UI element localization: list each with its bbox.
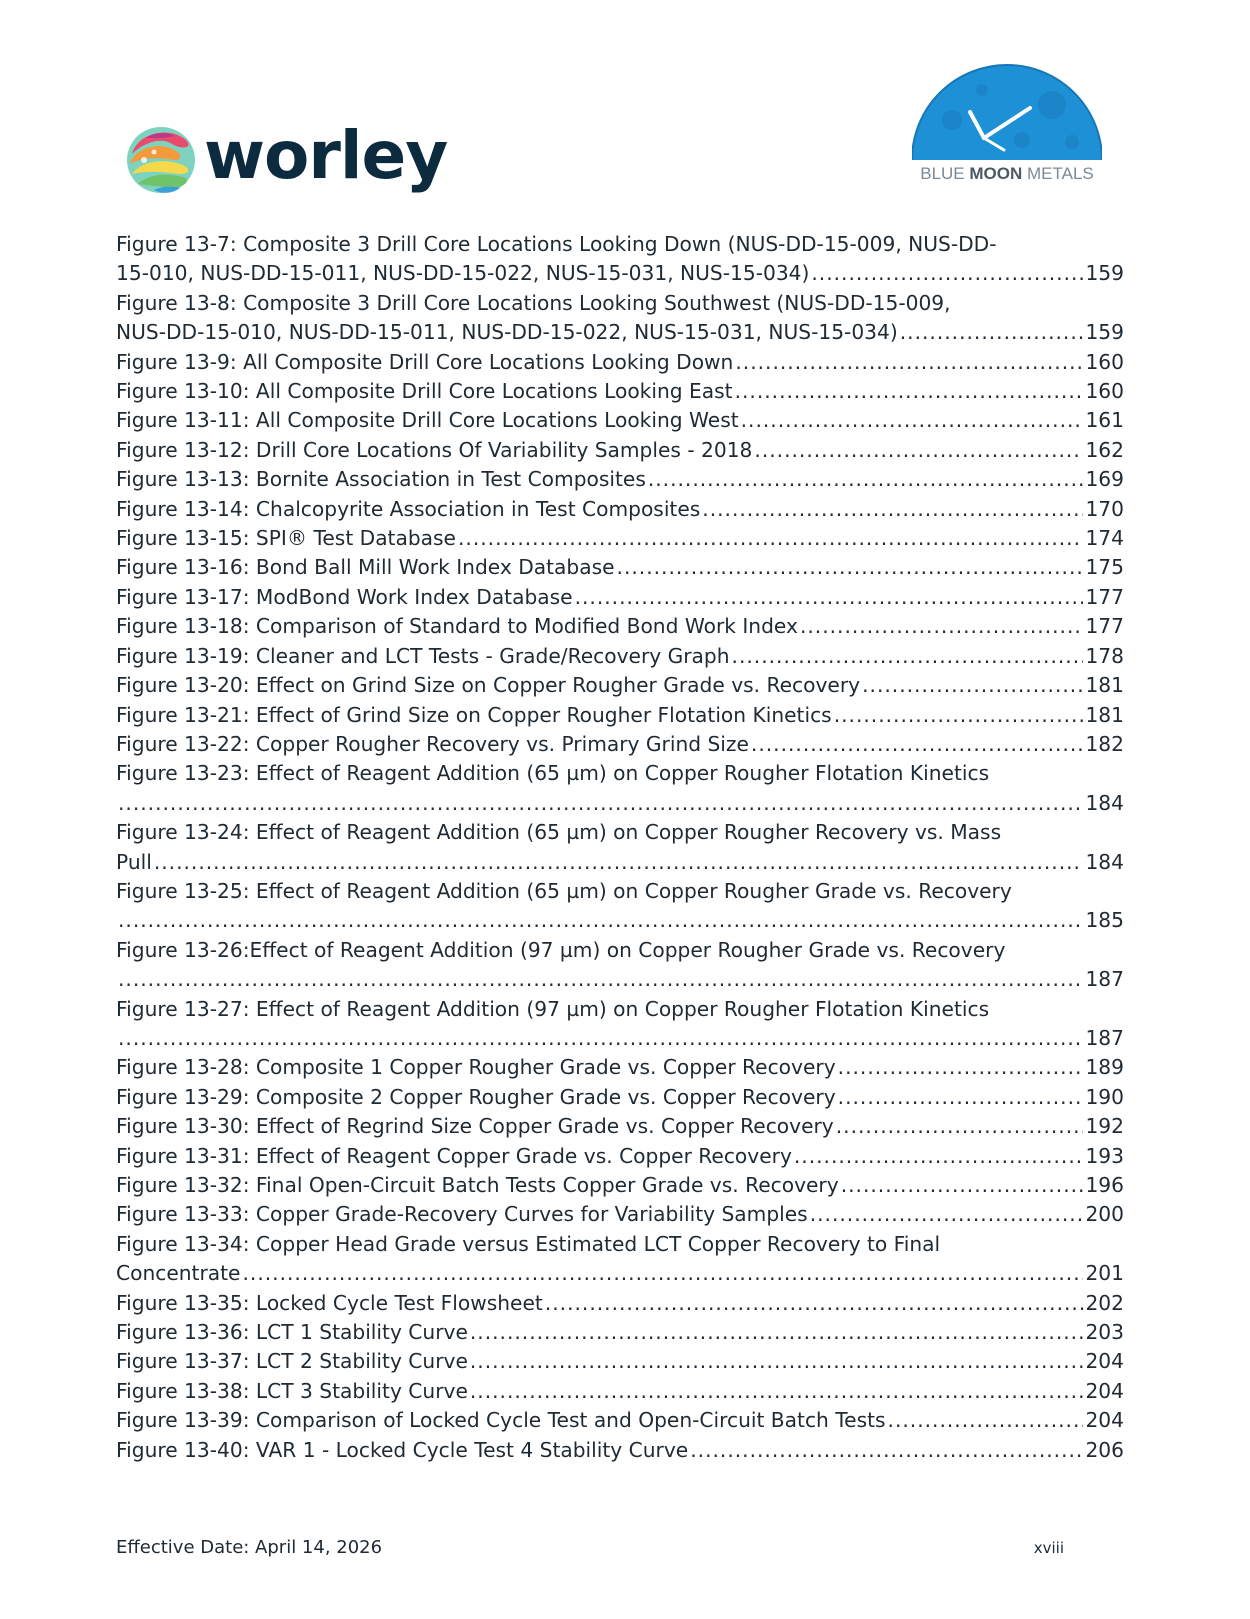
- toc-entry-page-number: 175: [1085, 555, 1124, 580]
- toc-entry-title-tail: Figure 13-38: LCT 3 Stability Curve: [116, 1378, 468, 1403]
- toc-entry-title-line: Figure 13-27: Effect of Reagent Addition (97 µm) on Copper Rougher Flotation Kinetics: [116, 996, 990, 1021]
- toc-entry-title-tail: Figure 13-31: Effect of Reagent Copper Grade vs. Copper Recovery: [116, 1143, 792, 1168]
- toc-entry-title-tail: Figure 13-37: LCT 2 Stability Curve: [116, 1349, 468, 1374]
- toc-entry-page-number: 160: [1085, 349, 1124, 374]
- toc-entry[interactable]: [116, 1083, 1124, 1112]
- toc-entry-final-line: [116, 1053, 1124, 1082]
- toc-entry-title-tail: Figure 13-40: VAR 1 - Locked Cycle Test 4 Stability Curve: [116, 1437, 689, 1462]
- toc-entry[interactable]: [116, 524, 1124, 553]
- dot-leader: [838, 1053, 1084, 1082]
- dot-leader: [154, 848, 1084, 877]
- toc-entry-final-line: [116, 406, 1124, 435]
- toc-entry-page-number: 181: [1085, 702, 1124, 727]
- toc-entry[interactable]: [116, 701, 1124, 730]
- toc-entry-page-number: 204: [1085, 1408, 1124, 1433]
- logo-text-metals: METALS: [1022, 164, 1094, 183]
- dot-leader: [800, 612, 1084, 641]
- toc-entry[interactable]: [116, 995, 1124, 1054]
- toc-entry[interactable]: [116, 1112, 1124, 1141]
- toc-entry[interactable]: [116, 406, 1124, 435]
- toc-entry-page-number: 182: [1085, 731, 1124, 756]
- toc-entry-title-tail: Figure 13-28: Composite 1 Copper Rougher Grade vs. Copper Recovery: [116, 1055, 836, 1080]
- toc-entry-final-line: [116, 377, 1124, 406]
- toc-entry-title-tail: NUS-DD-15-010, NUS-DD-15-011, NUS-DD-15-022, NUS-15-031, NUS-15-034): [116, 320, 898, 345]
- dot-leader: [735, 377, 1084, 406]
- toc-entry-final-line: [116, 524, 1124, 553]
- toc-entry-title-tail: Figure 13-13: Bornite Association in Test Composites: [116, 467, 646, 492]
- toc-entry-final-line: [116, 495, 1124, 524]
- toc-entry[interactable]: [116, 377, 1124, 406]
- toc-entry-title-tail: Figure 13-29: Composite 2 Copper Rougher Grade vs. Copper Recovery: [116, 1084, 836, 1109]
- toc-entry[interactable]: [116, 495, 1124, 524]
- toc-entry-final-line: [116, 701, 1124, 730]
- toc-entry-page-number: 161: [1085, 408, 1124, 433]
- blue-moon-metals-logo: [912, 60, 1102, 195]
- dot-leader: [470, 1377, 1084, 1406]
- dot-leader: [118, 789, 1083, 818]
- toc-entry[interactable]: [116, 1347, 1124, 1376]
- blue-moon-metals-wordmark: [912, 164, 1102, 184]
- worley-logo: [124, 117, 448, 200]
- toc-entry-final-line: [116, 436, 1124, 465]
- dot-leader: [754, 436, 1083, 465]
- toc-entry[interactable]: [116, 730, 1124, 759]
- toc-entry-final-line: [116, 1377, 1124, 1406]
- dot-leader: [810, 1200, 1084, 1229]
- toc-entry[interactable]: [116, 1171, 1124, 1200]
- worley-swirl-icon: [124, 124, 198, 196]
- toc-entry-final-line: [116, 1112, 1124, 1141]
- toc-entry-page-number: 196: [1085, 1173, 1124, 1197]
- toc-entry-page-number: 189: [1085, 1055, 1124, 1080]
- dot-leader: [118, 965, 1083, 994]
- toc-entry-page-number: 206: [1085, 1437, 1124, 1462]
- dot-leader: [811, 259, 1083, 288]
- toc-entry-page-number: 174: [1085, 526, 1124, 551]
- toc-entry-page-number: 170: [1085, 496, 1124, 521]
- toc-entry[interactable]: [116, 553, 1124, 582]
- toc-entry[interactable]: [116, 1318, 1124, 1347]
- worley-wordmark: worley: [204, 117, 448, 194]
- toc-entry[interactable]: [116, 583, 1124, 612]
- dot-leader: [732, 642, 1084, 671]
- toc-entry[interactable]: [116, 1142, 1124, 1171]
- toc-entry-page-number: 201: [1085, 1261, 1124, 1286]
- toc-entry-title-tail: Figure 13-15: SPI® Test Database: [116, 526, 456, 551]
- toc-entry[interactable]: [116, 1377, 1124, 1406]
- toc-entry-title-tail: Figure 13-36: LCT 1 Stability Curve: [116, 1320, 468, 1345]
- dot-leader: [834, 701, 1084, 730]
- toc-entry-page-number: 159: [1085, 261, 1124, 286]
- toc-entry-final-line: [116, 1024, 1124, 1053]
- toc-entry-page-number: 169: [1085, 467, 1124, 492]
- toc-entry[interactable]: [116, 289, 1124, 348]
- toc-entry-final-line: [116, 318, 1124, 347]
- toc-entry-title-tail: Concentrate: [116, 1261, 241, 1286]
- toc-entry-page-number: 177: [1085, 584, 1124, 609]
- toc-entry[interactable]: [116, 1289, 1124, 1318]
- dot-leader: [458, 524, 1083, 553]
- dot-leader: [545, 1289, 1084, 1318]
- toc-entry[interactable]: [116, 465, 1124, 494]
- toc-entry-page-number: 184: [1085, 849, 1124, 874]
- toc-entry-final-line: [116, 906, 1124, 935]
- toc-entry-final-line: [116, 1083, 1124, 1112]
- toc-entry[interactable]: [116, 818, 1124, 877]
- toc-entry-page-number: 200: [1085, 1202, 1124, 1227]
- toc-entry[interactable]: [116, 348, 1124, 377]
- toc-entry-title-tail: Figure 13-19: Cleaner and LCT Tests - Grade/Recovery Graph: [116, 643, 730, 668]
- page-footer: [116, 1537, 1124, 1567]
- toc-entry-final-line: [116, 642, 1124, 671]
- moon-icon: [912, 60, 1102, 170]
- toc-entry-title-tail: Figure 13-17: ModBond Work Index Database: [116, 584, 573, 609]
- toc-entry-final-line: [116, 1259, 1124, 1288]
- toc-entry-title-tail: Figure 13-12: Drill Core Locations Of Variability Samples - 2018: [116, 437, 753, 462]
- toc-entry-final-line: [116, 465, 1124, 494]
- toc-entry-title-line: Figure 13-23: Effect of Reagent Addition (65 µm) on Copper Rougher Flotation Kinetics: [116, 761, 990, 786]
- toc-entry[interactable]: [116, 759, 1124, 818]
- toc-entry[interactable]: [116, 936, 1124, 995]
- dot-leader: [690, 1436, 1083, 1465]
- toc-entry-final-line: [116, 348, 1124, 377]
- dot-leader: [838, 1083, 1084, 1112]
- dot-leader: [470, 1318, 1084, 1347]
- toc-entry-title-tail: Figure 13-18: Comparison of Standard to Modified Bond Work Index: [116, 614, 798, 639]
- toc-entry-title-tail: Figure 13-30: Effect of Regrind Size Copper Grade vs. Copper Recovery: [116, 1114, 834, 1139]
- toc-entry-page-number: 184: [1085, 790, 1124, 815]
- toc-entry-title-tail: Figure 13-22: Copper Rougher Recovery vs. Primary Grind Size: [116, 731, 749, 756]
- page-number: xviii: [1033, 1539, 1064, 1557]
- dot-leader: [617, 553, 1084, 582]
- dot-leader: [702, 495, 1083, 524]
- toc-entry-final-line: [116, 612, 1124, 641]
- toc-entry-title-tail: Figure 13-9: All Composite Drill Core Locations Looking Down: [116, 349, 734, 374]
- toc-entry[interactable]: [116, 671, 1124, 700]
- toc-entry-page-number: 178: [1085, 643, 1124, 668]
- toc-entry-title-tail: Figure 13-35: Locked Cycle Test Flowsheet: [116, 1290, 543, 1315]
- list-of-figures: [116, 230, 1124, 1465]
- toc-entry[interactable]: [116, 1200, 1124, 1229]
- toc-entry-page-number: 185: [1085, 908, 1124, 933]
- toc-entry-title-tail: Figure 13-32: Final Open-Circuit Batch Tests Copper Grade vs. Recovery: [116, 1173, 839, 1197]
- toc-entry-final-line: [116, 730, 1124, 759]
- toc-entry-final-line: [116, 259, 1124, 288]
- effective-date: Effective Date: April 14, 2026: [116, 1537, 383, 1558]
- toc-entry-final-line: [116, 1200, 1124, 1229]
- toc-entry-final-line: [116, 1171, 1124, 1200]
- toc-entry-title-line: Figure 13-8: Composite 3 Drill Core Locations Looking Southwest (NUS-DD-15-009,: [116, 290, 951, 315]
- dot-leader: [741, 406, 1084, 435]
- toc-entry-final-line: [116, 553, 1124, 582]
- toc-entry-final-line: [116, 1289, 1124, 1318]
- toc-entry-title-tail: Pull: [116, 849, 152, 874]
- toc-entry[interactable]: [116, 1406, 1124, 1435]
- logo-text-blue: BLUE: [920, 164, 970, 183]
- toc-entry-title-line: Figure 13-26:Effect of Reagent Addition (97 µm) on Copper Rougher Grade vs. Recovery: [116, 937, 1006, 962]
- toc-entry-page-number: 159: [1085, 320, 1124, 345]
- toc-entry-title-tail: Figure 13-21: Effect of Grind Size on Copper Rougher Flotation Kinetics: [116, 702, 832, 727]
- dot-leader: [751, 730, 1084, 759]
- toc-entry-final-line: [116, 583, 1124, 612]
- dot-leader: [900, 318, 1084, 347]
- toc-entry-page-number: 187: [1085, 1025, 1124, 1050]
- dot-leader: [575, 583, 1084, 612]
- toc-entry-title-tail: Figure 13-10: All Composite Drill Core Locations Looking East: [116, 379, 733, 404]
- toc-entry-page-number: 203: [1085, 1320, 1124, 1345]
- toc-entry-final-line: [116, 1347, 1124, 1376]
- toc-entry[interactable]: [116, 1230, 1124, 1289]
- toc-entry[interactable]: [116, 1436, 1124, 1465]
- dot-leader: [862, 671, 1083, 700]
- toc-entry-final-line: [116, 1406, 1124, 1435]
- toc-entry-title-tail: Figure 13-16: Bond Ball Mill Work Index Database: [116, 555, 615, 580]
- dot-leader: [648, 465, 1084, 494]
- dot-leader: [888, 1406, 1084, 1435]
- toc-entry-page-number: 204: [1085, 1349, 1124, 1374]
- toc-entry-title-tail: Figure 13-33: Copper Grade-Recovery Curves for Variability Samples: [116, 1202, 808, 1227]
- toc-entry-final-line: [116, 848, 1124, 877]
- toc-entry[interactable]: [116, 436, 1124, 465]
- logo-text-moon: MOON: [969, 164, 1023, 183]
- toc-entry-final-line: [116, 671, 1124, 700]
- toc-entry-final-line: [116, 1436, 1124, 1465]
- dot-leader: [470, 1347, 1084, 1376]
- toc-entry-title-tail: Figure 13-11: All Composite Drill Core Locations Looking West: [116, 408, 739, 433]
- toc-entry[interactable]: [116, 877, 1124, 936]
- toc-entry-title-line: Figure 13-24: Effect of Reagent Addition (65 µm) on Copper Rougher Recovery vs. Mass: [116, 820, 1002, 845]
- dot-leader: [841, 1171, 1084, 1200]
- toc-entry-page-number: 192: [1085, 1114, 1124, 1139]
- dot-leader: [118, 1024, 1083, 1053]
- toc-entry-final-line: [116, 965, 1124, 994]
- toc-entry-final-line: [116, 789, 1124, 818]
- dot-leader: [118, 906, 1083, 935]
- toc-entry-page-number: 202: [1085, 1290, 1124, 1315]
- toc-entry-title-line: Figure 13-25: Effect of Reagent Addition (65 µm) on Copper Rougher Grade vs. Recovery: [116, 878, 1012, 903]
- toc-entry-page-number: 160: [1085, 379, 1124, 404]
- toc-entry-page-number: 204: [1085, 1378, 1124, 1403]
- dot-leader: [794, 1142, 1084, 1171]
- toc-entry[interactable]: [116, 642, 1124, 671]
- toc-entry[interactable]: [116, 230, 1124, 289]
- toc-entry-final-line: [116, 1318, 1124, 1347]
- dot-leader: [242, 1259, 1083, 1288]
- toc-entry-page-number: 193: [1085, 1143, 1124, 1168]
- toc-entry-page-number: 187: [1085, 967, 1124, 992]
- toc-entry-title-tail: 15-010, NUS-DD-15-011, NUS-DD-15-022, NUS-15-031, NUS-15-034): [116, 261, 810, 286]
- page-header: [0, 0, 1250, 215]
- dot-leader: [735, 348, 1083, 377]
- toc-entry-page-number: 181: [1085, 673, 1124, 698]
- toc-entry-title-line: Figure 13-7: Composite 3 Drill Core Locations Looking Down (NUS-DD-15-009, NUS-DD-: [116, 232, 997, 256]
- toc-entry-title-line: Figure 13-34: Copper Head Grade versus Estimated LCT Copper Recovery to Final: [116, 1231, 941, 1256]
- toc-entry-page-number: 162: [1085, 437, 1124, 462]
- toc-entry-title-tail: Figure 13-14: Chalcopyrite Association in Test Composites: [116, 496, 701, 521]
- toc-entry[interactable]: [116, 1053, 1124, 1082]
- toc-entry-title-tail: Figure 13-20: Effect on Grind Size on Copper Rougher Grade vs. Recovery: [116, 673, 861, 698]
- dot-leader: [836, 1112, 1084, 1141]
- toc-entry-title-tail: Figure 13-39: Comparison of Locked Cycle Test and Open-Circuit Batch Tests: [116, 1408, 886, 1433]
- toc-entry-final-line: [116, 1142, 1124, 1171]
- toc-entry[interactable]: [116, 612, 1124, 641]
- toc-entry-page-number: 177: [1085, 614, 1124, 639]
- toc-entry-page-number: 190: [1085, 1084, 1124, 1109]
